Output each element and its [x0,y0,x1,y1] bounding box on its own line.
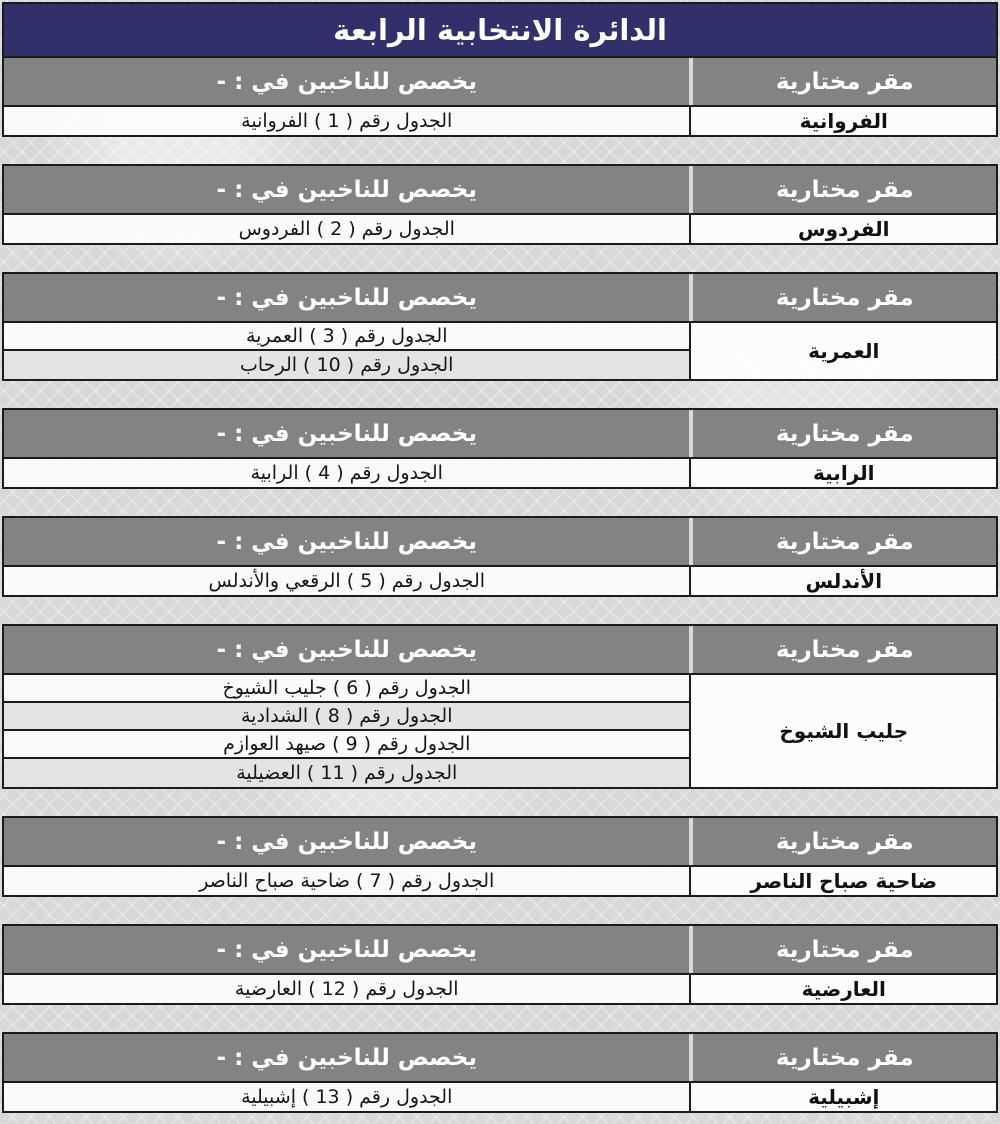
section-header [4,1034,996,1081]
register-rows [4,323,689,379]
register-row: الجدول رقم ( 13 ) إشبيلية [4,1083,689,1111]
district-section [2,2,998,137]
section-body [4,321,996,379]
document-title: الدائرة الانتخابية الرابعة [4,4,996,58]
column-header-voters: يخصص للناخبين في : - [4,274,689,321]
area-name: العارضية [689,975,996,1003]
column-header-voters: يخصص للناخبين في : - [4,58,689,105]
section-body [4,673,996,787]
section-header [4,926,996,973]
section-body [4,457,996,487]
area-name: العمرية [689,323,996,379]
column-header-office: مقر مختارية [689,410,996,457]
section-header [4,274,996,321]
column-header-office: مقر مختارية [689,626,996,673]
section-header [4,518,996,565]
column-header-voters: يخصص للناخبين في : - [4,166,689,213]
area-name: الأندلس [689,567,996,595]
district-section [2,164,998,245]
register-row: الجدول رقم ( 2 ) الفردوس [4,215,689,243]
register-row: الجدول رقم ( 1 ) الفروانية [4,107,689,135]
area-name: جليب الشيوخ [689,675,996,787]
register-row: الجدول رقم ( 3 ) العمرية [4,323,689,351]
section-body [4,1081,996,1111]
area-name: الفروانية [689,107,996,135]
register-row: الجدول رقم ( 6 ) جليب الشيوخ [4,675,689,703]
register-row: الجدول رقم ( 7 ) ضاحية صباح الناصر [4,867,689,895]
register-rows [4,459,689,487]
register-rows [4,107,689,135]
district-section [2,408,998,489]
district-section [2,272,998,381]
district-section [2,816,998,897]
document [2,2,998,1113]
register-rows [4,567,689,595]
district-section [2,924,998,1005]
column-header-voters: يخصص للناخبين في : - [4,410,689,457]
area-name: الرابية [689,459,996,487]
register-rows [4,1083,689,1111]
section-header [4,166,996,213]
section-body [4,973,996,1003]
district-section [2,624,998,789]
register-row: الجدول رقم ( 10 ) الرحاب [4,351,689,379]
section-body [4,105,996,135]
register-row: الجدول رقم ( 5 ) الرقعي والأندلس [4,567,689,595]
section-body [4,213,996,243]
column-header-office: مقر مختارية [689,518,996,565]
area-name: إشبيلية [689,1083,996,1111]
register-row: الجدول رقم ( 11 ) العضيلية [4,759,689,787]
register-rows [4,675,689,787]
register-row: الجدول رقم ( 4 ) الرابية [4,459,689,487]
column-header-voters: يخصص للناخبين في : - [4,818,689,865]
column-header-voters: يخصص للناخبين في : - [4,626,689,673]
column-header-office: مقر مختارية [689,1034,996,1081]
column-header-office: مقر مختارية [689,926,996,973]
area-name: الفردوس [689,215,996,243]
register-row: الجدول رقم ( 8 ) الشدادية [4,703,689,731]
section-header [4,626,996,673]
section-body [4,565,996,595]
district-section [2,1032,998,1113]
register-rows [4,215,689,243]
sections-container [2,2,998,1113]
register-row: الجدول رقم ( 12 ) العارضية [4,975,689,1003]
column-header-office: مقر مختارية [689,818,996,865]
column-header-voters: يخصص للناخبين في : - [4,518,689,565]
section-header [4,818,996,865]
column-header-voters: يخصص للناخبين في : - [4,1034,689,1081]
register-row: الجدول رقم ( 9 ) صيهد العوازم [4,731,689,759]
column-header-office: مقر مختارية [689,166,996,213]
register-rows [4,975,689,1003]
district-section [2,516,998,597]
column-header-voters: يخصص للناخبين في : - [4,926,689,973]
area-name: ضاحية صباح الناصر [689,867,996,895]
column-header-office: مقر مختارية [689,58,996,105]
register-rows [4,867,689,895]
section-header [4,410,996,457]
column-header-office: مقر مختارية [689,274,996,321]
section-header [4,58,996,105]
section-body [4,865,996,895]
